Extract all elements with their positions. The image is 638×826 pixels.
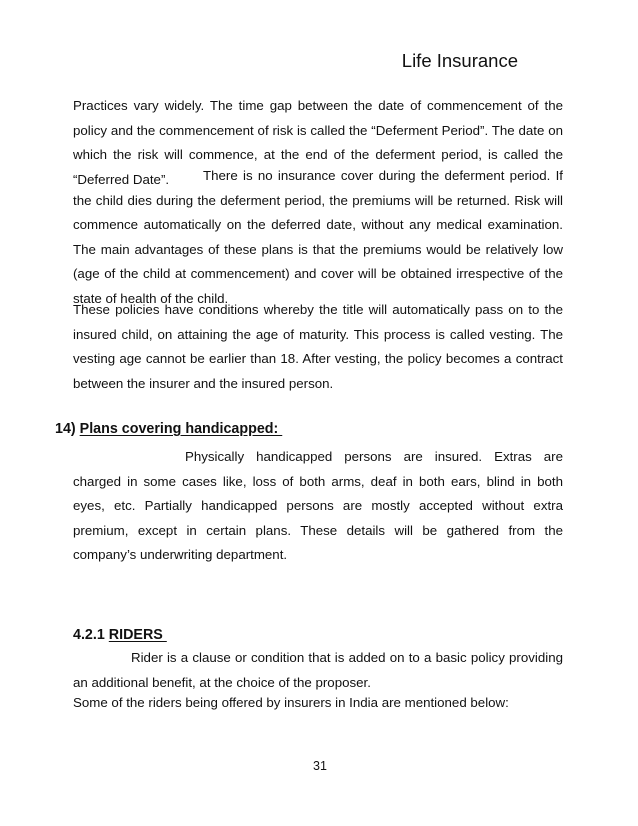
paragraph-no-cover: There is no insurance cover during the deferment period. If the child dies during the deferment period, the premiums will be returned. Risk will commence automatically on the deferred date, without any medical examination. The main advantages of these plans is that the premiums would be relatively low (age of the child at commencement) and cover will be obtained irrespective of the state of health of the child. — [73, 168, 563, 306]
paragraph-handicapped: Physically handicapped persons are insured. Extras are charged in some cases like, loss of both arms, deaf in both ears, blind in both eyes, etc. Partially handicapped persons are mostly accepted without extra premium, except in certain plans. These details will be gathered from the company’s underwriting department. — [73, 449, 563, 563]
section-title: RIDERS — [108, 627, 167, 643]
paragraph-riders-intro: Some of the riders being offered by insurers in India are mentioned below: — [73, 695, 509, 710]
paragraph-vesting: These policies have conditions whereby the title will automatically pass on to the insured child, on attaining the age of maturity. This process is called vesting. The vesting age cannot be earlier than 18. After vesting, the policy becomes a contract between the insurer and the insured person. — [73, 302, 563, 391]
running-title: Life Insurance — [401, 50, 518, 71]
section-title: Plans covering handicapped: — [79, 421, 283, 437]
section-heading-handicapped — [55, 419, 282, 439]
section-number: 14) — [55, 421, 76, 437]
section-number: 4.2.1 — [73, 627, 105, 643]
section-heading-riders — [73, 625, 167, 645]
page-number: 31 — [313, 759, 327, 773]
paragraph-rider-definition: Rider is a clause or condition that is added on to a basic policy providing an additional benefit, at the choice of the proposer. — [73, 650, 563, 690]
paragraph-deferment-period: Practices vary widely. The time gap between the date of commencement of the policy and the commencement of risk is called the “Deferment Period”. The date on which the risk will commence, at the end of the deferment period, is called the “Deferred Date”. — [73, 98, 563, 187]
